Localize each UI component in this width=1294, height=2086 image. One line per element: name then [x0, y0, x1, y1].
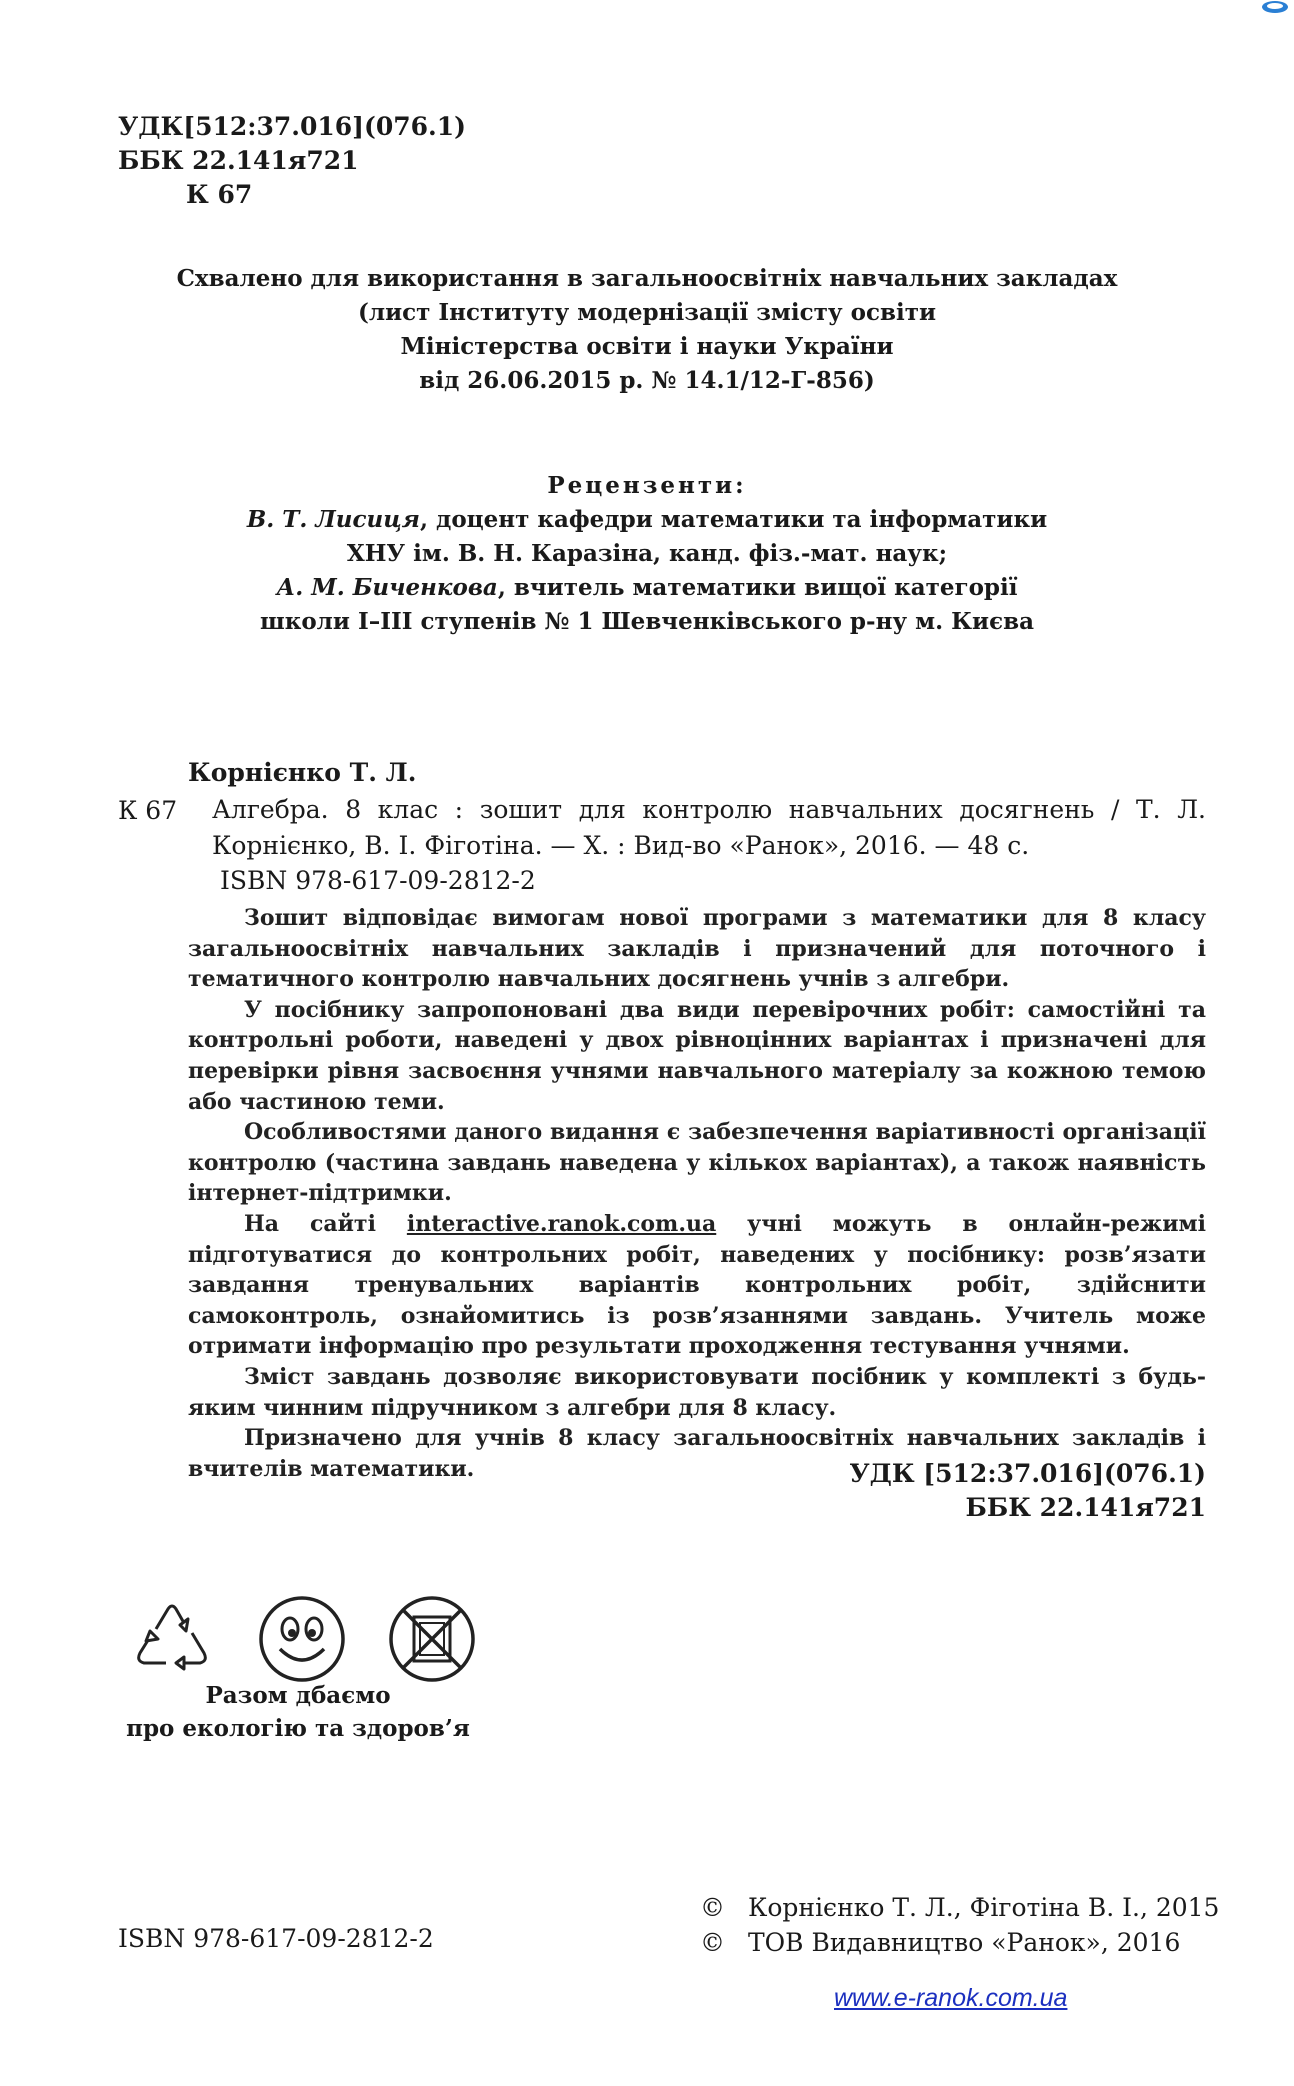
publisher-corner-logo [1260, 0, 1290, 14]
annotation-paragraph [188, 1209, 1206, 1362]
copyright-symbol: © [700, 1928, 725, 1957]
author-mark: К 67 [186, 180, 253, 209]
annotation-text: учні можуть в онлайн-режимі підготуватися до контрольних робіт, наведених у посібнику: розв’язати завдання тренувальних варіантів контрольних робіт, здійснити самоконтроль, ознайомитись із розв’язаннями завдань. Учитель може отримати інформацію про результати проходження тестування учнями. [188, 1210, 1206, 1360]
publisher-website-link[interactable]: www.e-ranok.com.ua [834, 1984, 1068, 2012]
reviewer-1-position: , доцент кафедри математики та інформатики [419, 506, 1048, 533]
approval-line: від 26.06.2015 р. № 14.1/12-Г-856) [419, 367, 875, 394]
catalog-codes-top [118, 110, 466, 212]
reviewer-2 [0, 571, 1294, 605]
annotation-paragraph: Призначено для учнів 8 класу загальноосвітніх навчальних закладів і вчителів математики. [188, 1425, 1206, 1482]
catalog-isbn: ISBN 978-617-09-2812-2 [220, 866, 536, 895]
copyright-symbol: © [700, 1893, 725, 1922]
bbk-code: ББК 22.141я721 [118, 146, 359, 175]
reviewer-1-affiliation: ХНУ ім. В. Н. Каразіна, канд. фіз.-мат. наук; [346, 540, 948, 567]
bibliographic-description: Алгебра. 8 клас : зошит для контролю навчальних досягнень / Т. Л. Корнієнко, В. І. Фіготіна. — Х. : Вид-во «Ранок», 2016. — 48 с. [212, 795, 1206, 860]
reviewers-title: Рецензенти: [547, 472, 747, 499]
copyright-block [700, 1890, 1219, 1960]
udk-code: УДК [512:37.016](076.1) [849, 1459, 1206, 1488]
reviewer-1 [0, 503, 1294, 537]
reviewers-block [0, 469, 1294, 639]
recycle-icon [126, 1593, 218, 1685]
eco-slogan [118, 1679, 478, 1745]
approval-line: Міністерства освіти і науки України [400, 333, 894, 360]
annotation-text: На сайті [244, 1210, 407, 1237]
catalog-author: Корнієнко Т. Л. [188, 758, 417, 787]
reviewer-2-name: А. М. Биченкова [276, 574, 498, 601]
copyright-line [700, 1890, 1219, 1925]
isbn: ISBN 978-617-09-2812-2 [118, 1924, 434, 1953]
bbk-code: ББК 22.141я721 [965, 1493, 1206, 1522]
interactive-site-link[interactable]: interactive.ranok.com.ua [406, 1210, 717, 1237]
annotation-paragraph: Зошит відповідає вимогам нової програми з математики для 8 класу загальноосвітніх навчальних закладів і призначений для поточного і тематичного контролю навчальних досягнень учнів з алгебри. [188, 905, 1206, 993]
copyright-text: Корнієнко Т. Л., Фіготіна В. І., 2015 [748, 1893, 1220, 1922]
reviewer-2-position: , вчитель математики вищої категорії [497, 574, 1018, 601]
copyright-text: ТОВ Видавництво «Ранок», 2016 [748, 1928, 1181, 1957]
annotation-paragraph: У посібнику запропоновані два види перевірочних робіт: самостійні та контрольні роботи, наведені у двох рівноцінних варіантах і призначені для перевірки рівня засвоєння учнями навчального матеріалу за кожною темою або частиною теми. [188, 996, 1206, 1115]
eco-slogan-line: про екологію та здоров’я [126, 1715, 470, 1742]
catalog-codes-bottom [849, 1457, 1206, 1525]
annotation [188, 903, 1206, 1484]
no-plastic-icon [386, 1593, 478, 1685]
reviewer-2-affiliation: школи І–ІІІ ступенів № 1 Шевченківського р-ну м. Києва [260, 608, 1034, 635]
catalog-code: К 67 [118, 796, 178, 825]
reviewer-1-name: В. Т. Лисиця [246, 506, 420, 533]
eco-slogan-line: Разом дбаємо [205, 1682, 391, 1709]
smiley-icon [256, 1593, 348, 1685]
approval-line: (лист Інституту модернізації змісту освіти [357, 299, 937, 326]
udk-code: УДК[512:37.016](076.1) [118, 112, 466, 141]
approval-line: Схвалено для використання в загальноосвітніх навчальних закладах [176, 265, 1118, 292]
annotation-paragraph: Зміст завдань дозволяє використовувати посібник у комплекті з будь-яким чинним підручником з алгебри для 8 класу. [188, 1363, 1206, 1421]
approval-statement [0, 262, 1294, 398]
copyright-line [700, 1925, 1219, 1960]
annotation-paragraph: Особливостями даного видання є забезпечення варіативності організації контролю (частина завдань наведена у кількох варіантах), а також наявність інтернет-підтримки. [188, 1119, 1206, 1207]
